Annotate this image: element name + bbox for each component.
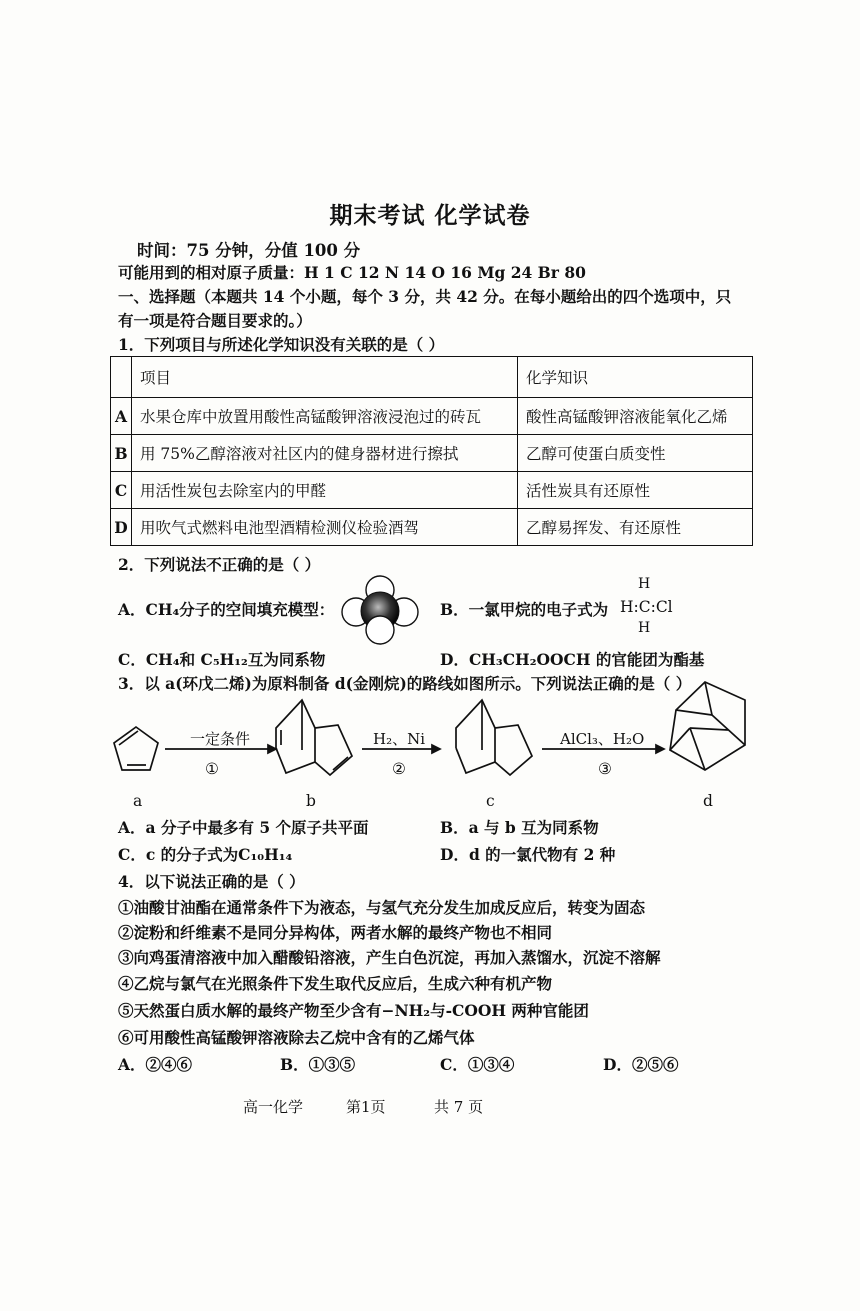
q3-stem: 3．以 a(环戊二烯)为原料制备 d(金刚烷)的路线如图所示。下列说法正确的是（ ） (118, 674, 692, 693)
footer-page: 第1页 (346, 1098, 386, 1116)
row-label: C (111, 472, 132, 509)
q4-statement-6: ⑥可用酸性高锰酸钾溶液除去乙烷中含有的乙烯气体 (118, 1028, 475, 1047)
row-item: 用吹气式燃料电池型酒精检测仪检验酒驾 (132, 509, 518, 546)
compound-d-label: d (703, 792, 713, 810)
step3-label: AlCl₃、H₂O (560, 730, 645, 748)
q4-stem: 4．以下说法正确的是（ ） (118, 872, 305, 891)
compound-a-structure (114, 727, 158, 770)
q1-stem: 1．下列项目与所述化学知识没有关联的是（ ） (118, 335, 445, 354)
row-label: B (111, 435, 132, 472)
compound-c-label: c (486, 792, 495, 810)
row-knowledge: 活性炭具有还原性 (518, 472, 753, 509)
compound-b-label: b (306, 792, 316, 810)
compound-d-structure (670, 682, 745, 770)
step2-label: H₂、Ni (373, 730, 426, 748)
electron-formula-top: H (638, 576, 651, 592)
table-header-knowledge: 化学知识 (518, 357, 753, 398)
q4-statement-1: ①油酸甘油酯在通常条件下为液态，与氢气充分发生加成反应后，转变为固态 (118, 898, 646, 917)
row-label: D (111, 509, 132, 546)
step3-number: ③ (598, 760, 612, 778)
q2-option-a: A．CH₄分子的空间填充模型： (118, 600, 335, 619)
q3-option-d: D．d 的一氯代物有 2 种 (440, 845, 616, 864)
row-knowledge: 乙醇易挥发、有还原性 (518, 509, 753, 546)
row-item: 水果仓库中放置用酸性高锰酸钾溶液浸泡过的砖瓦 (132, 398, 518, 435)
footer-subject: 高一化学 (243, 1098, 304, 1116)
compound-a-label: a (133, 792, 143, 810)
row-knowledge: 乙醇可使蛋白质变性 (518, 435, 753, 472)
q4-statement-3: ③向鸡蛋清溶液中加入醋酸铅溶液，产生白色沉淀，再加入蒸馏水，沉淀不溶解 (118, 948, 661, 967)
step1-label: 一定条件 (190, 730, 251, 748)
table-header-item: 项目 (132, 357, 518, 398)
q2-option-d: D．CH₃CH₂OOCH 的官能团为酯基 (440, 650, 705, 669)
step1-number: ① (205, 760, 219, 778)
q3-option-c: C．c 的分子式为C₁₀H₁₄ (118, 845, 293, 864)
q4-statement-2: ②淀粉和纤维素不是同分异构体，两者水解的最终产物也不相同 (118, 923, 553, 942)
q3-option-b: B．a 与 b 互为同系物 (440, 818, 599, 837)
compound-b-structure (276, 700, 352, 775)
q4-statement-5: ⑤天然蛋白质水解的最终产物至少含有−NH₂与-COOH 两种官能团 (118, 1001, 589, 1020)
row-knowledge: 酸性高锰酸钾溶液能氧化乙烯 (518, 398, 753, 435)
time-score: 时间：75 分钟，分值 100 分 (137, 241, 361, 260)
electron-formula-mid: H:C:Cl (620, 598, 673, 616)
row-item: 用 75%乙醇溶液对社区内的健身器材进行擦拭 (132, 435, 518, 472)
step2-number: ② (392, 760, 406, 778)
q4-statement-4: ④乙烷与氯气在光照条件下发生取代反应后，生成六种有机产物 (118, 974, 553, 993)
electron-formula-bottom: H (638, 620, 651, 636)
compound-c-structure (456, 700, 532, 775)
section1-intro-line1: 一、选择题（本题共 14 个小题，每个 3 分，共 42 分。在每小题给出的四个选项中，只 (118, 287, 732, 306)
q4-option-a: A．②④⑥ (118, 1055, 193, 1074)
q2-stem: 2．下列说法不正确的是（ ） (118, 555, 321, 574)
q4-option-c: C．①③④ (440, 1055, 515, 1074)
row-item: 用活性炭包去除室内的甲醛 (132, 472, 518, 509)
q4-option-b: B．①③⑤ (280, 1055, 356, 1074)
q4-option-d: D．②⑤⑥ (603, 1055, 679, 1074)
q3-option-a: A．a 分子中最多有 5 个原子共平面 (118, 818, 369, 837)
atomic-masses: 可能用到的相对原子质量：H 1 C 12 N 14 O 16 Mg 24 Br 80 (118, 263, 586, 282)
q2-option-c: C．CH₄和 C₅H₁₂互为同系物 (118, 650, 326, 669)
footer-total: 共 7 页 (434, 1098, 484, 1116)
exam-title: 期末考试 化学试卷 (329, 202, 531, 229)
row-label: A (111, 398, 132, 435)
q2-option-b: B．一氯甲烷的电子式为 (440, 600, 609, 619)
section1-intro-line2: 有一项是符合题目要求的。） (118, 311, 312, 330)
